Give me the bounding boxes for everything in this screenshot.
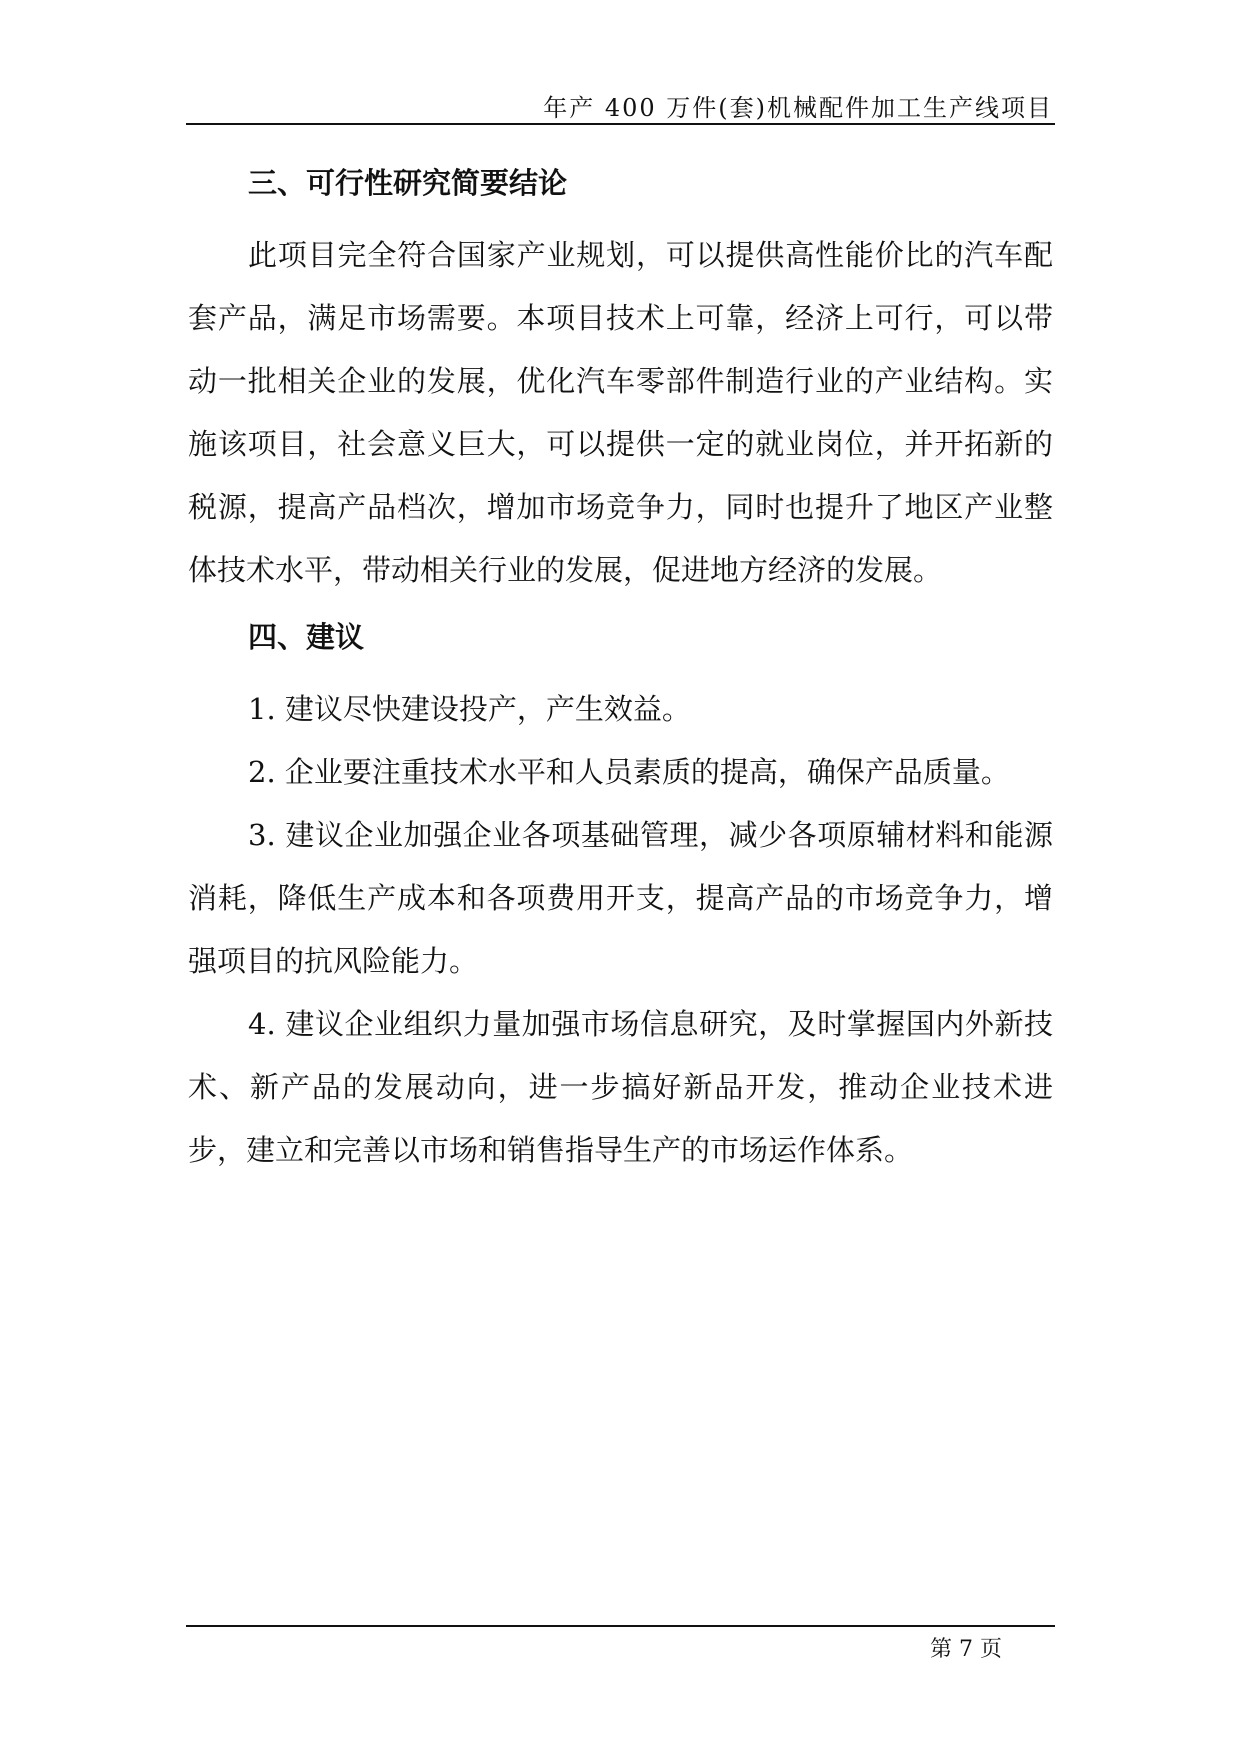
section-heading: 四、建议 [248, 620, 365, 654]
paragraph: 此项目完全符合国家产业规划，可以提供高性能价比的汽车配套产品，满足市场需要。本项目技术上可靠，经济上可行，可以带动一批相关企业的发展，优化汽车零部件制造行业的产业结构。实施该项目，社会意义巨大，可以提供一定的就业岗位，并开拓新的税源，提高产品档次，增加市场竞争力，同时也提升了地区产业整体技术水平，带动相关行业的发展，促进地方经济的发展。 [188, 238, 1053, 587]
section-recommendations [188, 614, 1053, 1182]
section-heading: 三、可行性研究简要结论 [248, 166, 568, 200]
section-spacer [188, 602, 1053, 614]
recommendation-item: 2. 企业要注重技术水平和人员素质的提高，确保产品质量。 [248, 755, 1010, 789]
page-number: 第 7 页 [930, 1637, 1002, 1662]
recommendation-item: 1. 建议尽快建设投产，产生效益。 [248, 692, 691, 726]
document-body [188, 160, 1053, 1182]
header-divider [186, 123, 1055, 125]
running-header-title: 年产 400 万件(套)机械配件加工生产线项目 [543, 94, 1053, 122]
recommendation-item: 4. 建议企业组织力量加强市场信息研究，及时掌握国内外新技术、新产品的发展动向，进一步搞好新品开发，推动企业技术进步，建立和完善以市场和销售指导生产的市场运作体系。 [188, 1007, 1053, 1167]
footer-divider [186, 1625, 1055, 1627]
recommendation-item: 3. 建议企业加强企业各项基础管理，减少各项原辅材料和能源消耗，降低生产成本和各项费用开支，提高产品的市场竞争力，增强项目的抗风险能力。 [188, 818, 1053, 978]
section-conclusion [188, 160, 1053, 602]
